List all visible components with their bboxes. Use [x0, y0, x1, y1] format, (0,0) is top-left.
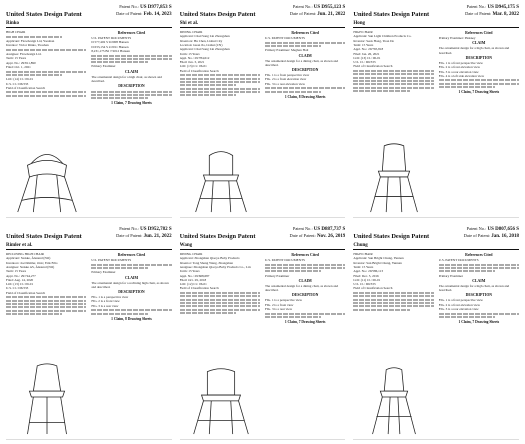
description-line: FIG. 4 is a left side elevation view: [438, 73, 485, 78]
references-column: [439, 30, 519, 94]
biblio-line: DINING CHAIR: [179, 252, 203, 257]
references-column: [91, 30, 171, 105]
reference-line: Primary Examiner: [264, 273, 290, 278]
references-column: [439, 252, 519, 324]
patent-title: United States Design Patent: [6, 11, 82, 18]
description-line: FIG. 2 is a front view: [264, 302, 294, 307]
claim-heading: CLAIM: [472, 278, 486, 283]
patent-date: Jun. 21, 2022: [143, 234, 172, 240]
patent-number: US D955,123 S: [313, 5, 346, 10]
biblio-line: Inventors: Joel Rimler, Oslo; Erik Friis: [6, 260, 58, 265]
biblio-line: LOC (13) Cl.: 06-01: [6, 282, 34, 287]
biblio-line: Appl. No.: 29/586,113: [353, 269, 383, 274]
biblio-line: Applicant: Chad Sang Lin Zhongshan: [179, 47, 230, 52]
biblio-line: Applicant: Sun Bright Chung, Yunnan: [353, 256, 404, 261]
reference-line: Primary Examiner: [91, 64, 116, 69]
patent-inventor: Rinko: [6, 20, 20, 26]
description-heading: DESCRIPTION: [118, 84, 145, 89]
patent-inventor: Shi et al.: [179, 20, 199, 26]
biblio-line: LOC (13) Cl.: 06-01: [353, 55, 381, 60]
patent-header: [353, 4, 519, 28]
section-heading: References Cited: [117, 31, 146, 36]
biblio-line: Inventor: Victor Rinko, Yaoshan: [6, 43, 49, 48]
references-column: [265, 252, 345, 324]
claim-heading: CLAIM: [124, 69, 139, 74]
biblio-line: Applicant: Sun Light Children Products Co.: [353, 34, 412, 39]
biblio-line: LOC (13) Cl.: 06-01: [179, 64, 207, 69]
biblio-line: Inventor: Tong Shang Wang, Zhongshan: [179, 260, 233, 265]
biblio-line: DINING CHAIR: [179, 30, 203, 35]
reference-line: Primary Examiner: [438, 273, 463, 278]
description-line: FIG. 3 is a rear elevation view: [438, 307, 479, 312]
biblio-line: Inventor: Sun Bright Chung, Yunnan: [353, 260, 402, 265]
biblio-line: Appl. No.: 29/784,612: [179, 55, 210, 60]
section-heading: References Cited: [465, 253, 493, 258]
reference-line: D 633,154 S 2/2011 Hansen: [91, 44, 129, 49]
biblio-line: LOC (14) Cl.: 06-01: [6, 77, 34, 82]
patent-header: [6, 226, 172, 250]
reclining-high-chair-drawing: [8, 357, 86, 437]
description-heading: DESCRIPTION: [291, 293, 319, 298]
biblio-line: Location: Guan Jia, Lishui (CN): [179, 42, 223, 47]
patent-number: US D807,656 S: [487, 227, 519, 232]
claim-heading: CLAIM: [124, 275, 139, 280]
description-heading: DESCRIPTION: [465, 55, 493, 60]
bibliographic-column: [180, 30, 260, 99]
patent-header: [180, 4, 346, 28]
reference-line: U.S. PATENT DOCUMENTS: [91, 36, 132, 41]
description-heading: DESCRIPTION: [291, 68, 319, 73]
claim-text: The ornamental design for a reclining high chair, as shown and described.: [91, 280, 169, 289]
description-heading: DESCRIPTION: [118, 290, 145, 295]
patent-number-label: Patent No.:: [119, 226, 139, 231]
reference-line: Primary Examiner: Pinkney: [438, 36, 476, 41]
claim-caption: 1 Claim, 7 Drawing Sheets: [458, 319, 500, 324]
references-column: [265, 30, 345, 99]
biblio-line: Field of Classification Search: [353, 64, 393, 69]
patent-date-label: Date of Patent:: [289, 233, 316, 239]
claim-text: The ornamental design for a dining chair, as shown and described.: [264, 283, 339, 293]
references-column: [91, 252, 171, 321]
reference-line: 8,231,175 B2 7/2012 Hansen: [91, 48, 130, 53]
reference-line: U.S. PATENT DOCUMENTS: [264, 36, 305, 41]
biblio-line: U.S. Cl.: D6/333: [6, 81, 29, 86]
description-line: FIG. 3 is a rear elevation view: [438, 69, 479, 74]
biblio-line: Applicant: Chad Sang Lin Zhongshan: [179, 34, 230, 39]
high-chair-drawing: [355, 357, 433, 437]
bibliographic-column: [6, 252, 86, 321]
biblio-line: Appl. No.: 29/668,687: [179, 273, 210, 278]
biblio-line: Field of Classification Search: [353, 286, 393, 291]
dining-chair-drawing: [182, 135, 260, 215]
biblio-line: Assignee: Stokke AS, Ålesund (NO): [6, 264, 55, 269]
biblio-line: U.S. Cl.: D6/333: [353, 60, 376, 65]
patent-number: US D977,853 S: [140, 5, 172, 10]
section-heading: References Cited: [465, 31, 493, 36]
biblio-line: Term: 15 Years: [179, 269, 200, 274]
patent-inventor: Rimler et al.: [6, 242, 33, 248]
biblio-line: Appl. No.: 29/811,890: [6, 60, 36, 65]
patent-title: United States Design Patent: [353, 233, 430, 240]
biblio-line: Field of Classification Search: [179, 68, 219, 73]
biblio-line: Assignee: Flowdesign Ltd.: [6, 52, 42, 57]
biblio-line: HIGH CHAIR: [6, 30, 26, 35]
claim-text: The ornamental design for a high chair, as shown and described.: [438, 283, 510, 293]
biblio-line: Field of Classification Search: [6, 85, 46, 90]
bibliographic-column: [353, 252, 433, 324]
patent-inventor: Hong: [353, 20, 365, 26]
patent-number: US D945,175 S: [487, 5, 519, 10]
biblio-line: U.S. Cl.: D6/333: [353, 282, 376, 287]
bibliographic-column: [180, 252, 260, 324]
reference-line: U.S. PATENT DOCUMENTS: [264, 258, 305, 263]
patent-page-1: [6, 4, 172, 218]
section-heading: References Cited: [291, 253, 319, 258]
description-line: FIG. 2 is a front elevation view: [438, 65, 480, 70]
claim-caption: 1 Claim, 8 Drawing Sheets: [111, 316, 152, 321]
patent-date: Jan. 16, 2018: [491, 234, 519, 240]
patent-number-label: Patent No.:: [466, 4, 487, 9]
description-line: FIG. 1 is a front perspective view: [438, 60, 483, 65]
claim-caption: 1 Claim, 7 Drawing Sheets: [284, 319, 326, 324]
biblio-line: Appl. No.: 29/744,277: [6, 273, 36, 278]
reference-line: Primary Examiner: Meghan Holt: [264, 48, 309, 53]
patent-date-label: Date of Patent:: [116, 233, 143, 239]
biblio-line: Filed: Jan. 26, 2021: [353, 51, 380, 56]
patent-title: United States Design Patent: [353, 11, 430, 18]
patent-header: [180, 226, 346, 250]
reference-line: Primary Examiner: [91, 270, 116, 275]
description-line: FIG. 2 is a front elevation view: [438, 302, 480, 307]
claim-caption: 1 Claim, 8 Drawing Sheets: [284, 94, 326, 99]
high-chair-drawing: [8, 135, 86, 215]
biblio-line: Term: 15 Years: [353, 264, 374, 269]
bibliographic-column: [353, 30, 433, 94]
biblio-line: LOC (11) Cl.: 06-01: [353, 277, 381, 282]
patent-number-label: Patent No.:: [119, 4, 139, 9]
section-heading: References Cited: [117, 253, 146, 258]
biblio-line: LOC (12) Cl.: 06-01: [179, 282, 207, 287]
biblio-line: Assignee: Zhongshan Qiaoya Baby Products Co., Ltd.: [179, 264, 252, 269]
claim-text: The ornamental design for a high chair, as shown and described.: [91, 74, 162, 84]
description-line: FIG. 2 is a front view: [91, 299, 120, 304]
patent-page-4: [6, 226, 172, 440]
biblio-line: Filed: Oct. 1, 2021: [6, 65, 31, 70]
patent-date: Jun. 21, 2022: [317, 12, 346, 18]
description-line: FIG. 1 is a perspective view: [91, 295, 129, 300]
patent-date: Feb. 14, 2023: [143, 12, 172, 18]
biblio-line: Term: 15 Years: [353, 42, 374, 47]
biblio-line: Filed: Jun. 3, 2021: [179, 60, 205, 65]
reference-line: D 577,402 S 9/2008 Hansen: [91, 40, 129, 45]
patent-number-label: Patent No.:: [292, 4, 313, 9]
biblio-line: Term: 15 Years: [6, 56, 27, 61]
description-line: FIG. 1 is a front perspective view: [438, 298, 483, 303]
biblio-line: Applicant: Zhongshan Qiaoya Baby Products: [179, 256, 240, 261]
patent-number-label: Patent No.:: [466, 226, 487, 231]
description-line: FIG. 3 is a rear view: [91, 303, 119, 308]
patent-header: [6, 4, 172, 28]
patent-date-label: Date of Patent:: [289, 11, 317, 17]
claim-caption: 1 Claim, 7 Drawing Sheets: [111, 101, 152, 106]
biblio-line: Filed: Oct. 29, 2018: [179, 277, 207, 282]
biblio-line: Inventors: Hu Chen, Lishui City: [179, 38, 223, 43]
patent-date-label: Date of Patent:: [463, 233, 491, 239]
biblio-line: Filed: Aug. 14, 2020: [6, 277, 34, 282]
bibliographic-column: [6, 30, 86, 105]
patent-page-5: [180, 226, 346, 440]
section-heading: References Cited: [291, 31, 319, 36]
patent-page-3: [353, 4, 519, 218]
patent-title: United States Design Patent: [179, 233, 256, 240]
biblio-line: Applicant: Flowdesign Ltd, Yaoshan: [6, 38, 55, 43]
description-line: FIG. 3 is a rear view: [264, 307, 293, 312]
biblio-line: Term: 15 Years: [179, 51, 200, 56]
patent-grid: [6, 4, 519, 440]
biblio-line: Field of Classification Search: [179, 286, 219, 291]
biblio-line: Appl. No.: 29/765,818: [353, 47, 384, 52]
patent-inventor: Wang: [179, 242, 193, 248]
patent-date-label: Date of Patent:: [465, 11, 492, 17]
biblio-line: U.S. Cl.: D6/333: [6, 286, 29, 291]
patent-title: United States Design Patent: [179, 11, 256, 18]
biblio-line: Term: 15 Years: [6, 269, 27, 274]
description-line: FIG. 1 is a front perspective view: [264, 73, 310, 78]
description-line: FIG. 3 is a rear elevation view: [264, 81, 305, 86]
patent-date-label: Date of Patent:: [116, 11, 143, 17]
biblio-line: Field of Classification Search: [6, 290, 46, 295]
reference-line: U.S. PATENT DOCUMENTS: [91, 258, 132, 263]
description-line: FIG. 1 is a perspective view: [264, 298, 302, 303]
description-heading: DESCRIPTION: [465, 293, 493, 298]
patent-page-2: [180, 4, 346, 218]
patent-header: [353, 226, 519, 250]
biblio-line: Inventor: Seok Hong, Yeon Do: [353, 38, 395, 43]
claim-text: The ornamental design for a dining chair, as shown and described.: [264, 58, 339, 67]
claim-heading: CLAIM: [298, 278, 312, 283]
biblio-line: HIGH CHAIR: [353, 252, 373, 257]
biblio-line: HIGH CHAIR: [353, 30, 373, 35]
claim-heading: CLAIM: [298, 53, 312, 58]
biblio-line: RECLINING HIGH CHAIR: [6, 252, 44, 257]
biblio-line: Filed: Dec. 5, 2016: [353, 273, 379, 278]
patent-date: Nov. 26, 2019: [316, 234, 346, 240]
high-chair-drawing: [355, 135, 433, 215]
description-line: FIG. 2 is a front elevation view: [264, 77, 307, 82]
claim-heading: CLAIM: [472, 41, 486, 46]
patent-page-6: [353, 226, 519, 440]
patent-inventor: Chung: [353, 242, 368, 248]
reference-line: U.S. PATENT DOCUMENTS: [438, 258, 479, 263]
patent-number: US D887,737 S: [313, 227, 346, 232]
patent-title: United States Design Patent: [6, 233, 82, 240]
claim-caption: 1 Claim, 7 Drawing Sheets: [458, 90, 500, 95]
claim-text: The ornamental design for a high chair, as shown and described.: [438, 46, 510, 55]
patent-date: Mar. 8, 2022: [492, 12, 519, 18]
biblio-line: Applicant: Stokke, Ålesund (NO): [6, 256, 51, 261]
dining-chair-drawing: [182, 357, 260, 437]
patent-number-label: Patent No.:: [292, 226, 313, 231]
patent-number: US D952,782 S: [140, 227, 172, 232]
